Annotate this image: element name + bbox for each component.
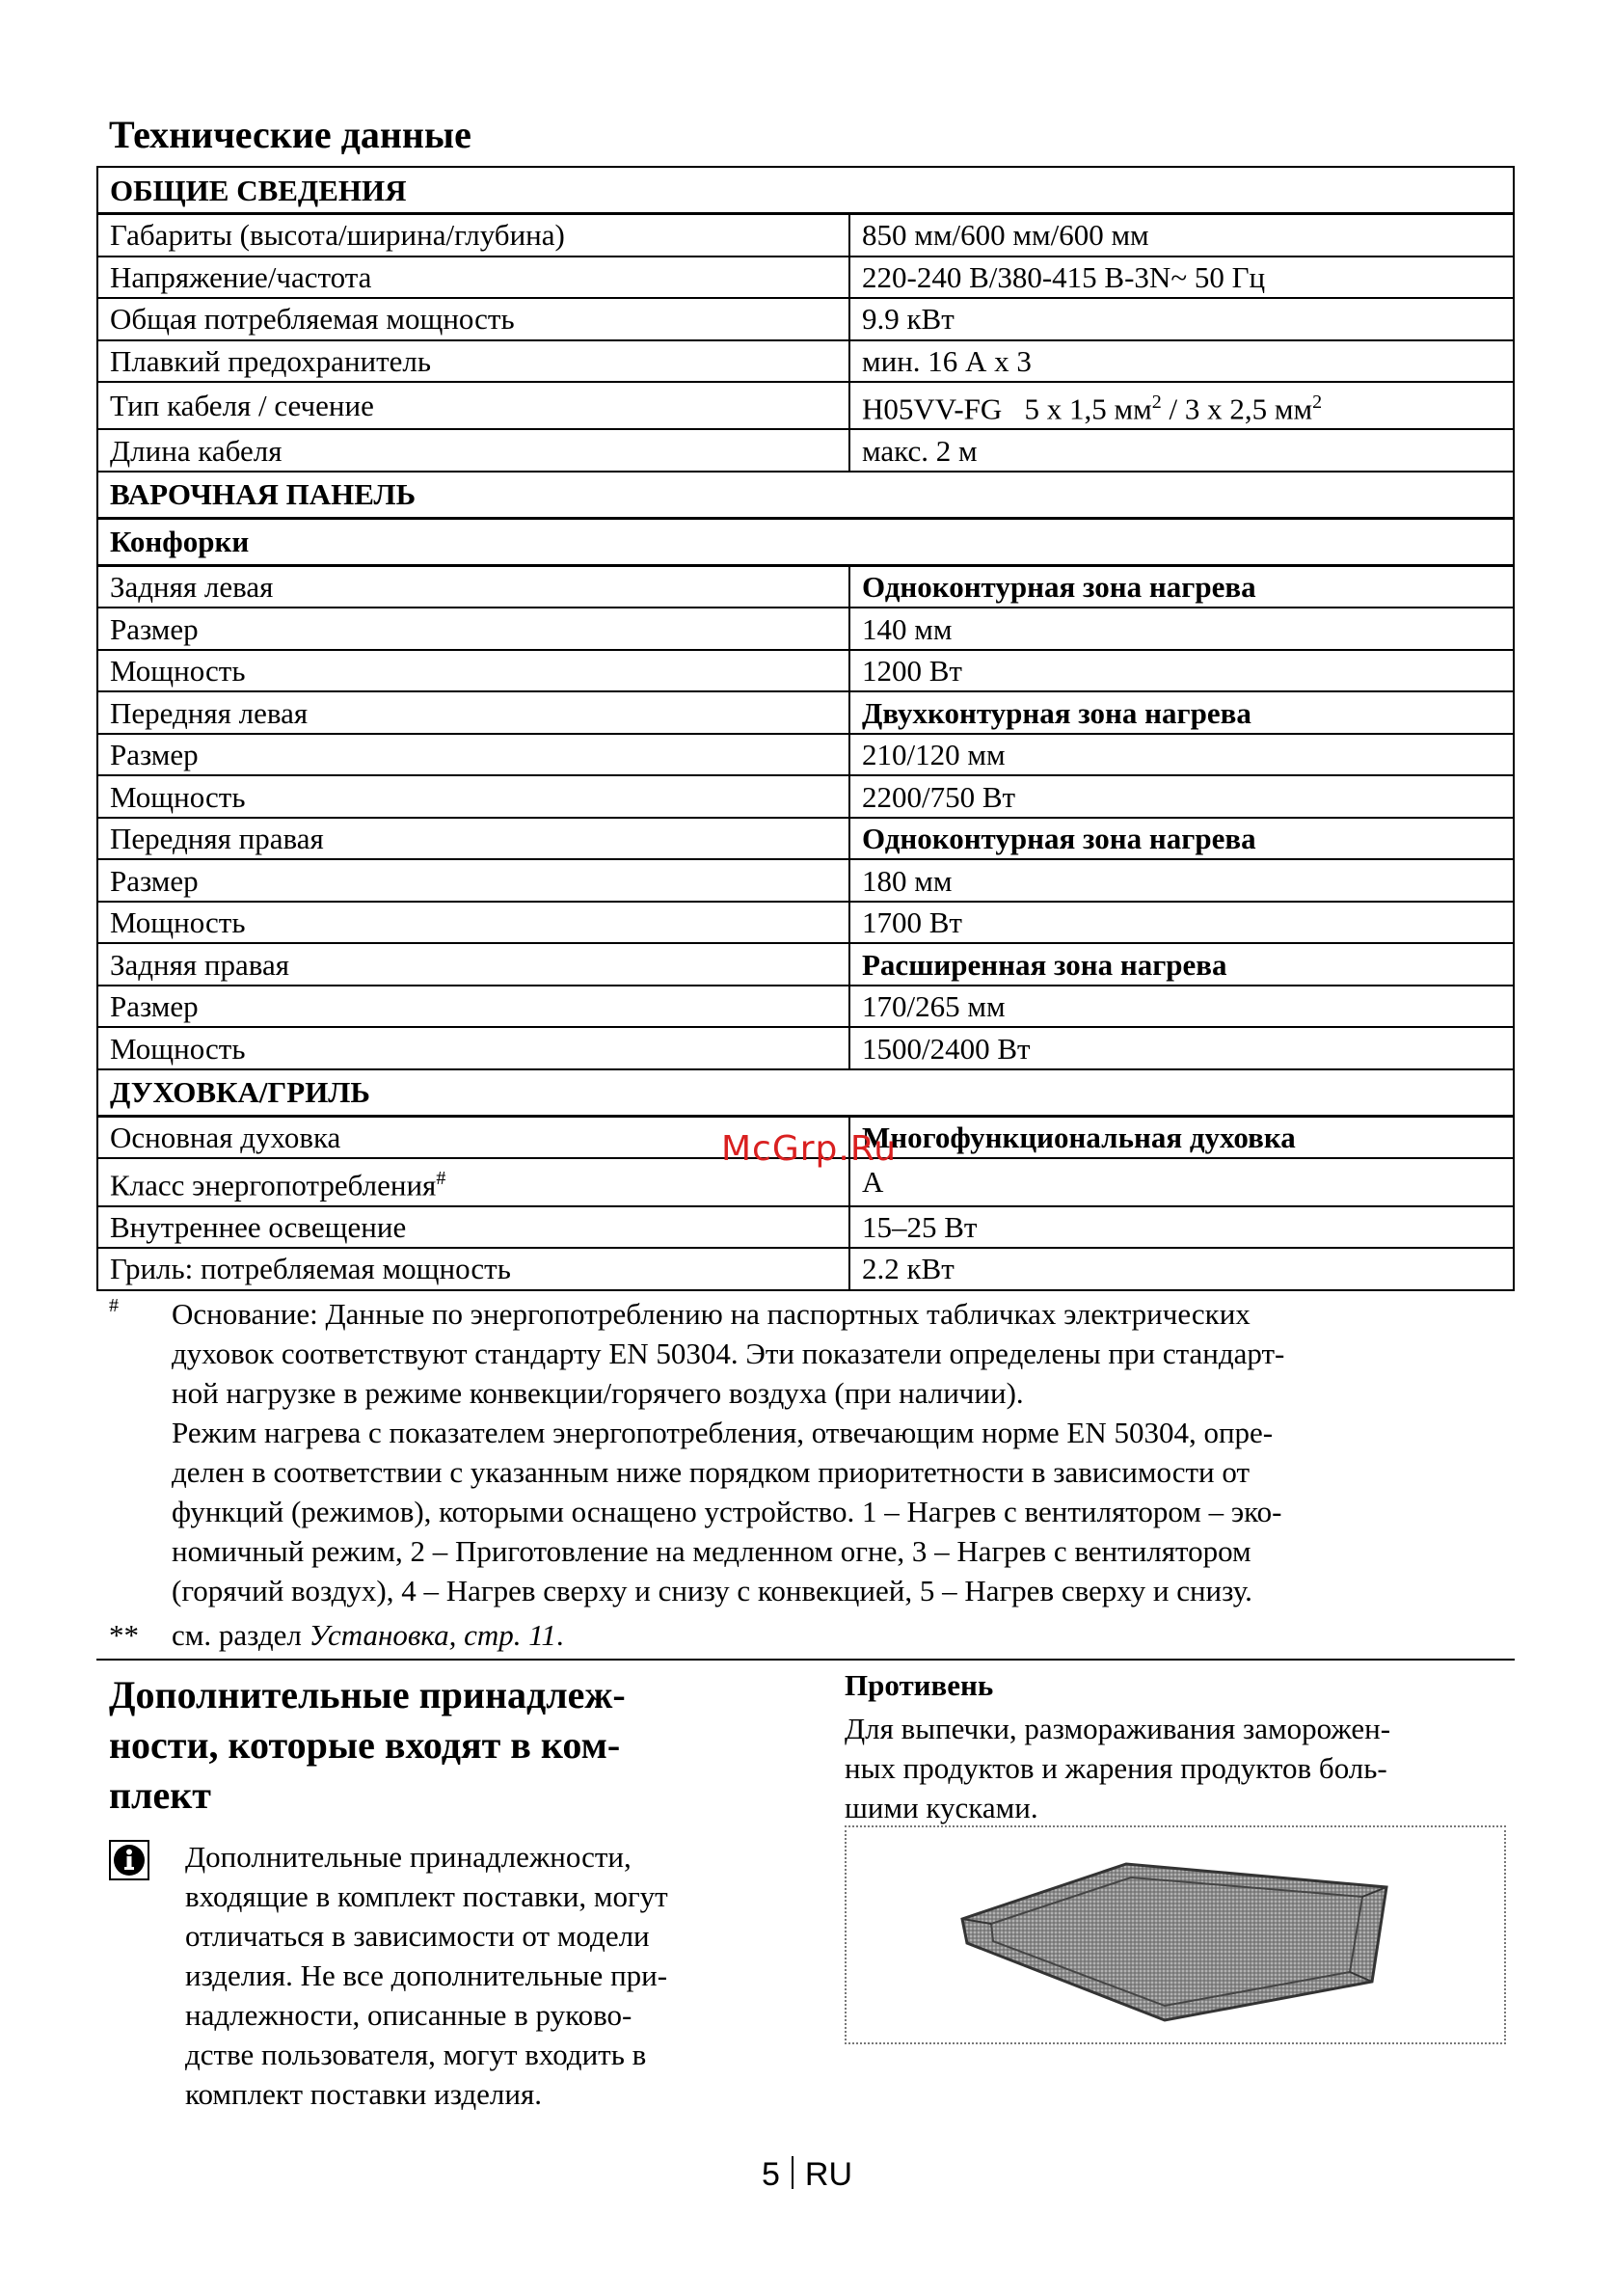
- table-row: [97, 1206, 1514, 1249]
- unit-superscript: 2: [1312, 392, 1323, 413]
- spec-label: [97, 1206, 849, 1249]
- spec-value: [849, 986, 1514, 1028]
- footnote-energy: [109, 1294, 1517, 1610]
- spec-value-text: 9.9 кВт: [862, 302, 955, 337]
- table-row: [97, 859, 1514, 902]
- tray-title: Противень: [845, 1668, 994, 1702]
- spec-value: [849, 650, 1514, 692]
- spec-value: [849, 608, 1514, 650]
- spec-value: [849, 943, 1514, 986]
- tray-line: шими кусками.: [845, 1791, 1038, 1824]
- page-footer-separator: [792, 2156, 794, 2189]
- footnote-reference: [109, 1618, 564, 1653]
- spec-value: [849, 382, 1514, 429]
- spec-value-text: / 3 x 2,5 мм: [1161, 392, 1313, 426]
- spec-label: [97, 734, 849, 776]
- spec-value-text: макс. 2 м: [862, 433, 978, 468]
- footnote-superscript: #: [436, 1168, 446, 1190]
- spec-label-text: Мощность: [110, 654, 246, 689]
- spec-label: [97, 429, 849, 472]
- table-row: [97, 608, 1514, 650]
- spec-value-text: 210/120 мм: [862, 738, 1006, 772]
- info-icon: [109, 1840, 149, 1880]
- table-row: [97, 775, 1514, 818]
- spec-label: [97, 382, 849, 429]
- spec-label-text: Мощность: [110, 905, 246, 940]
- info-line: отличаться в зависимости от модели: [185, 1919, 650, 1953]
- spec-value-text: 2200/750 Вт: [862, 779, 1016, 814]
- footnote-mark: #: [109, 1295, 119, 1316]
- table-row: [97, 902, 1514, 944]
- spec-label-text: Мощность: [110, 779, 246, 814]
- spec-value-text: 1500/2400 Вт: [862, 1031, 1031, 1066]
- spec-value: [849, 565, 1514, 608]
- table-row: [97, 257, 1514, 299]
- footnote-ref-end: .: [555, 1618, 564, 1652]
- spec-label-text: Класс энергопотребления: [110, 1168, 437, 1202]
- footnote-line: Режим нагрева с показателем энергопотребления, отвечающим норме EN 50304, опре-: [172, 1416, 1274, 1449]
- spec-label-text: Размер: [110, 738, 199, 772]
- spec-label: [97, 986, 849, 1028]
- spec-value: [849, 775, 1514, 818]
- accessories-title-line: ности, которые входят в ком-: [109, 1723, 621, 1767]
- table-row: [97, 734, 1514, 776]
- spec-value-text: 180 мм: [862, 863, 953, 898]
- spec-value-text: H05VV-FG 5 x 1,5 мм: [862, 392, 1152, 426]
- footnote-line: ной нагрузке в режиме конвекции/горячего воздуха (при наличии).: [172, 1376, 1024, 1410]
- spec-value-text: Одноконтурная зона нагрева: [862, 570, 1256, 605]
- table-row: [97, 565, 1514, 608]
- tray-line: ных продуктов и жарения продуктов боль-: [845, 1751, 1387, 1785]
- table-row: [97, 1027, 1514, 1069]
- spec-value: [849, 691, 1514, 734]
- info-line: дстве пользователя, могут входить в: [185, 2038, 647, 2071]
- spec-label: [97, 214, 849, 257]
- accessories-title-line: Дополнительные принадлеж-: [109, 1673, 626, 1716]
- spec-label-text: Напряжение/частота: [110, 259, 372, 294]
- spec-label-text: Гриль: потребляемая мощность: [110, 1252, 511, 1286]
- page-number: 5: [761, 2156, 780, 2193]
- spec-value-text: 15–25 Вт: [862, 1209, 978, 1244]
- spec-label-text: Размер: [110, 863, 199, 898]
- spec-label-text: Габариты (высота/ширина/глубина): [110, 218, 565, 253]
- spec-label: [97, 257, 849, 299]
- spec-label-text: Плавкий предохранитель: [110, 343, 432, 378]
- baking-tray-image: [845, 1825, 1506, 2044]
- spec-value-text: 850 мм/600 мм/600 мм: [862, 218, 1149, 253]
- spec-label: [97, 943, 849, 986]
- accessories-title: [109, 1670, 765, 1821]
- spec-value: [849, 1116, 1514, 1158]
- spec-value: [849, 298, 1514, 340]
- spec-value: [849, 429, 1514, 472]
- footnote-line: духовок соответствуют стандарту EN 50304. Эти показатели определены при стандарт-: [172, 1337, 1285, 1370]
- info-line: входящие в комплект поставки, могут: [185, 1879, 668, 1913]
- spec-value-text: A: [862, 1165, 884, 1200]
- spec-label: [97, 298, 849, 340]
- spec-value-text: Многофункциональная духовка: [862, 1121, 1296, 1155]
- spec-value: [849, 1206, 1514, 1249]
- spec-value: [849, 214, 1514, 257]
- spec-label-text: Передняя правая: [110, 822, 324, 856]
- spec-label: [97, 1027, 849, 1069]
- spec-value-text: Двухконтурная зона нагрева: [862, 695, 1251, 730]
- spec-value: [849, 734, 1514, 776]
- spec-value: [849, 1158, 1514, 1205]
- tech-data-table: [96, 166, 1515, 1291]
- spec-value-text: Расширенная зона нагрева: [862, 947, 1227, 982]
- footnote-ref-link[interactable]: Установка, стр. 11: [309, 1618, 556, 1652]
- footnote-line: Основание: Данные по энергопотреблению на паспортных табличках электрических: [172, 1297, 1251, 1331]
- section-header: ОБЩИЕ СВЕДЕНИЯ: [97, 167, 1514, 214]
- footnote-body: [172, 1294, 1517, 1610]
- spec-label-text: Размер: [110, 611, 199, 646]
- spec-label-text: Задняя правая: [110, 947, 290, 982]
- footnote-mark-2: **: [109, 1618, 139, 1652]
- watermark: McGrp.Ru: [721, 1129, 898, 1169]
- table-row: [97, 1248, 1514, 1290]
- spec-label: [97, 775, 849, 818]
- spec-value: [849, 902, 1514, 944]
- spec-value: [849, 818, 1514, 860]
- spec-label: [97, 859, 849, 902]
- section-header-row: [97, 472, 1514, 519]
- spec-label: [97, 565, 849, 608]
- page-language: RU: [804, 2156, 853, 2193]
- spec-label-text: Мощность: [110, 1031, 246, 1066]
- spec-value-text: 2.2 кВт: [862, 1252, 955, 1286]
- info-line: комплект поставки изделия.: [185, 2077, 543, 2111]
- spec-label-text: Тип кабеля / сечение: [110, 389, 374, 423]
- page-footer: [0, 2156, 1614, 2194]
- footnote-line: делен в соответствии с указанным ниже порядком приоритетности в зависимости от: [172, 1455, 1250, 1489]
- table-row: [97, 986, 1514, 1028]
- section-header-row: [97, 167, 1514, 214]
- section-header: Конфорки: [97, 518, 1514, 565]
- spec-label-text: Передняя левая: [110, 695, 309, 730]
- spec-value-text: 140 мм: [862, 611, 953, 646]
- unit-superscript: 2: [1151, 392, 1162, 413]
- spec-value: [849, 340, 1514, 383]
- table-row: [97, 429, 1514, 472]
- spec-value: [849, 257, 1514, 299]
- spec-label: [97, 650, 849, 692]
- tray-description: [845, 1709, 1500, 1827]
- spec-label-text: Задняя левая: [110, 570, 274, 605]
- spec-label: [97, 608, 849, 650]
- info-line: надлежности, описанные в руково-: [185, 1998, 632, 2032]
- section-header-row: [97, 1069, 1514, 1117]
- spec-label: [97, 340, 849, 383]
- table-row: [97, 214, 1514, 257]
- spec-value: [849, 859, 1514, 902]
- spec-label-text: Внутреннее освещение: [110, 1209, 407, 1244]
- spec-label-text: Размер: [110, 989, 199, 1024]
- accessories-info-text: [185, 1837, 764, 2114]
- page-title: Технические данные: [109, 113, 471, 156]
- section-header: ВАРОЧНАЯ ПАНЕЛЬ: [97, 472, 1514, 519]
- spec-label-text: Длина кабеля: [110, 433, 282, 468]
- section-divider: [96, 1659, 1515, 1661]
- spec-label: [97, 818, 849, 860]
- spec-value-text: 1700 Вт: [862, 905, 962, 940]
- spec-value-text: мин. 16 А х 3: [862, 343, 1032, 378]
- footnote-ref-text: см. раздел: [172, 1618, 309, 1652]
- spec-value: [849, 1248, 1514, 1290]
- accessories-title-line: плект: [109, 1773, 211, 1817]
- info-line: изделия. Не все дополнительные при-: [185, 1958, 668, 1992]
- spec-label-text: Общая потребляемая мощность: [110, 302, 515, 337]
- table-row: [97, 382, 1514, 429]
- spec-label: [97, 1248, 849, 1290]
- footnote-line: номичный режим, 2 – Приготовление на медленном огне, 3 – Нагрев с вентилятором: [172, 1534, 1251, 1568]
- footnote-line: (горячий воздух), 4 – Нагрев сверху и снизу с конвекцией, 5 – Нагрев сверху и снизу.: [172, 1574, 1252, 1607]
- tray-line: Для выпечки, размораживания заморожен-: [845, 1712, 1391, 1745]
- section-header-row: [97, 518, 1514, 565]
- spec-value-text: Одноконтурная зона нагрева: [862, 822, 1256, 856]
- table-row: [97, 691, 1514, 734]
- table-row: [97, 818, 1514, 860]
- table-row: [97, 943, 1514, 986]
- info-line: Дополнительные принадлежности,: [185, 1840, 632, 1874]
- spec-label: [97, 691, 849, 734]
- baking-tray-icon: [847, 1827, 1504, 2042]
- spec-label-text: Основная духовка: [110, 1121, 341, 1155]
- spec-value-text: 170/265 мм: [862, 989, 1006, 1024]
- table-row: [97, 340, 1514, 383]
- section-header: ДУХОВКА/ГРИЛЬ: [97, 1069, 1514, 1117]
- spec-label: [97, 902, 849, 944]
- table-row: [97, 298, 1514, 340]
- footnote-line: функций (режимов), которыми оснащено устройство. 1 – Нагрев с вентилятором – эко-: [172, 1495, 1282, 1528]
- table-row: [97, 650, 1514, 692]
- spec-value: [849, 1027, 1514, 1069]
- spec-value-text: 220-240 В/380-415 В-3N~ 50 Гц: [862, 259, 1266, 294]
- spec-value-text: 1200 Вт: [862, 654, 962, 689]
